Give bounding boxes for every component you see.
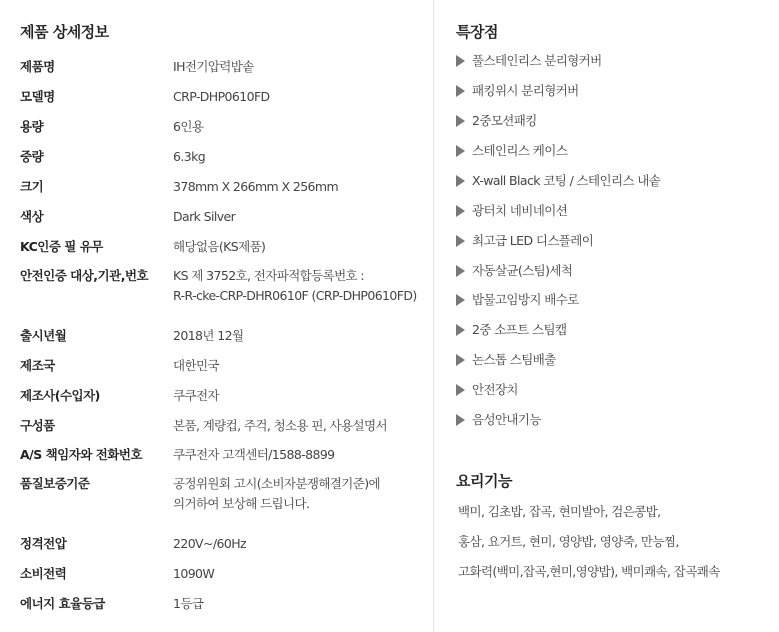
triangle-arrow-icon bbox=[456, 145, 465, 157]
spec-value-weight: 6.3kg bbox=[173, 149, 206, 164]
spec-label-voltage: 정격전압 bbox=[20, 536, 67, 551]
spec-label-warranty: 품질보증기준 bbox=[20, 476, 90, 491]
spec-value-country: 대한민국 bbox=[173, 358, 219, 373]
triangle-arrow-icon bbox=[456, 384, 465, 396]
spec-label-product-name: 제품명 bbox=[20, 59, 55, 74]
spec-label-release-date: 출시년월 bbox=[20, 328, 67, 343]
spec-label-energy-grade: 에너지 효율등급 bbox=[20, 596, 105, 611]
spec-value-voltage: 220V~/60Hz bbox=[173, 536, 246, 551]
triangle-arrow-icon bbox=[456, 414, 465, 426]
triangle-arrow-icon bbox=[456, 175, 465, 187]
spec-value-power: 1090W bbox=[173, 566, 215, 581]
spec-value-model: CRP-DHP0610FD bbox=[173, 89, 270, 104]
spec-label-weight: 중량 bbox=[20, 149, 44, 164]
spec-label-as-contact: A/S 책임자와 전화번호 bbox=[20, 447, 143, 462]
spec-title: 제품 상세정보 bbox=[20, 23, 109, 41]
triangle-arrow-icon bbox=[456, 354, 465, 366]
spec-value-manufacturer: 쿠쿠전자 bbox=[173, 388, 219, 403]
triangle-arrow-icon bbox=[456, 324, 465, 336]
triangle-arrow-icon bbox=[456, 55, 465, 67]
spec-label-size: 크기 bbox=[20, 179, 44, 194]
spec-label-country: 제조국 bbox=[20, 358, 55, 373]
spec-value-capacity: 6인용 bbox=[173, 119, 204, 134]
spec-label-safety-cert: 안전인증 대상,기관,번호 bbox=[20, 268, 149, 283]
cooking-line: 고화력(백미,잡곡,현미,영양밥), 백미쾌속, 잡곡쾌속 bbox=[458, 564, 720, 579]
triangle-arrow-icon bbox=[456, 85, 465, 97]
spec-value-components: 본품, 계량컵, 주걱, 청소용 핀, 사용설명서 bbox=[173, 418, 387, 433]
spec-value-energy-grade: 1등급 bbox=[173, 596, 204, 611]
spec-label-power: 소비전력 bbox=[20, 566, 67, 581]
triangle-arrow-icon bbox=[456, 115, 465, 127]
spec-label-model: 모델명 bbox=[20, 89, 55, 104]
spec-value-size: 378mm X 266mm X 256mm bbox=[173, 179, 339, 194]
cooking-line: 백미, 김초밥, 잡곡, 현미발아, 검은콩밥, bbox=[458, 504, 661, 519]
spec-label-components: 구성품 bbox=[20, 418, 55, 433]
spec-value-product-name: IH전기압력밥솥 bbox=[173, 59, 254, 74]
spec-value-color: Dark Silver bbox=[173, 209, 236, 224]
spec-label-manufacturer: 제조사(수입자) bbox=[20, 388, 100, 403]
spec-value-kc-cert: 해당없음(KS제품) bbox=[173, 239, 266, 254]
triangle-arrow-icon bbox=[456, 294, 465, 306]
triangle-arrow-icon bbox=[456, 205, 465, 217]
spec-value-safety-cert: KS 제 3752호, 전자파적합등록번호 : R-R-cke-CRP-DHR0610F (CRP-DHP0610FD) bbox=[173, 268, 417, 303]
features-panel: 특장점 풀스테인리스 분리형커버 패킹위시 분리형커버 2중모션패킹 스테인리스 케이스 X-wall Black 코팅 / 스테인리스 내솥 광터치 네비네이션 최고급 LED 디스플레이 자동살균(스팀)세척 밥물고임방지 배수로 2중 소프트 스팀캡 논스톱 스팀배출 안전장치 음성안내기능 요리기능 백미, 김초밥, 잡곡, 현미발아, 검은콩밥, 홍삼, 요거트, 현미, 영양밥, 영양죽, 만능찜, 고화력(백미,잡곡,현미,영양밥), 백미쾌속, 잡곡쾌속 bbox=[456, 23, 720, 579]
spec-value-release-date: 2018년 12월 bbox=[173, 328, 244, 343]
spec-label-capacity: 용량 bbox=[20, 119, 44, 134]
spec-label-kc-cert: KC인증 필 유무 bbox=[20, 239, 103, 254]
spec-value-as-contact: 쿠쿠전자 고객센터/1588-8899 bbox=[173, 447, 335, 462]
triangle-arrow-icon bbox=[456, 235, 465, 247]
cooking-line: 홍삼, 요거트, 현미, 영양밥, 영양죽, 만능찜, bbox=[458, 534, 679, 549]
spec-value-warranty: 공정위원회 고시(소비자분쟁해결기준)에 의거하여 보상해 드립니다. bbox=[173, 476, 381, 511]
cooking-title: 요리기능 bbox=[456, 472, 512, 490]
features-title: 특장점 bbox=[456, 23, 498, 41]
spec-label-color: 색상 bbox=[20, 209, 44, 224]
triangle-arrow-icon bbox=[456, 265, 465, 277]
